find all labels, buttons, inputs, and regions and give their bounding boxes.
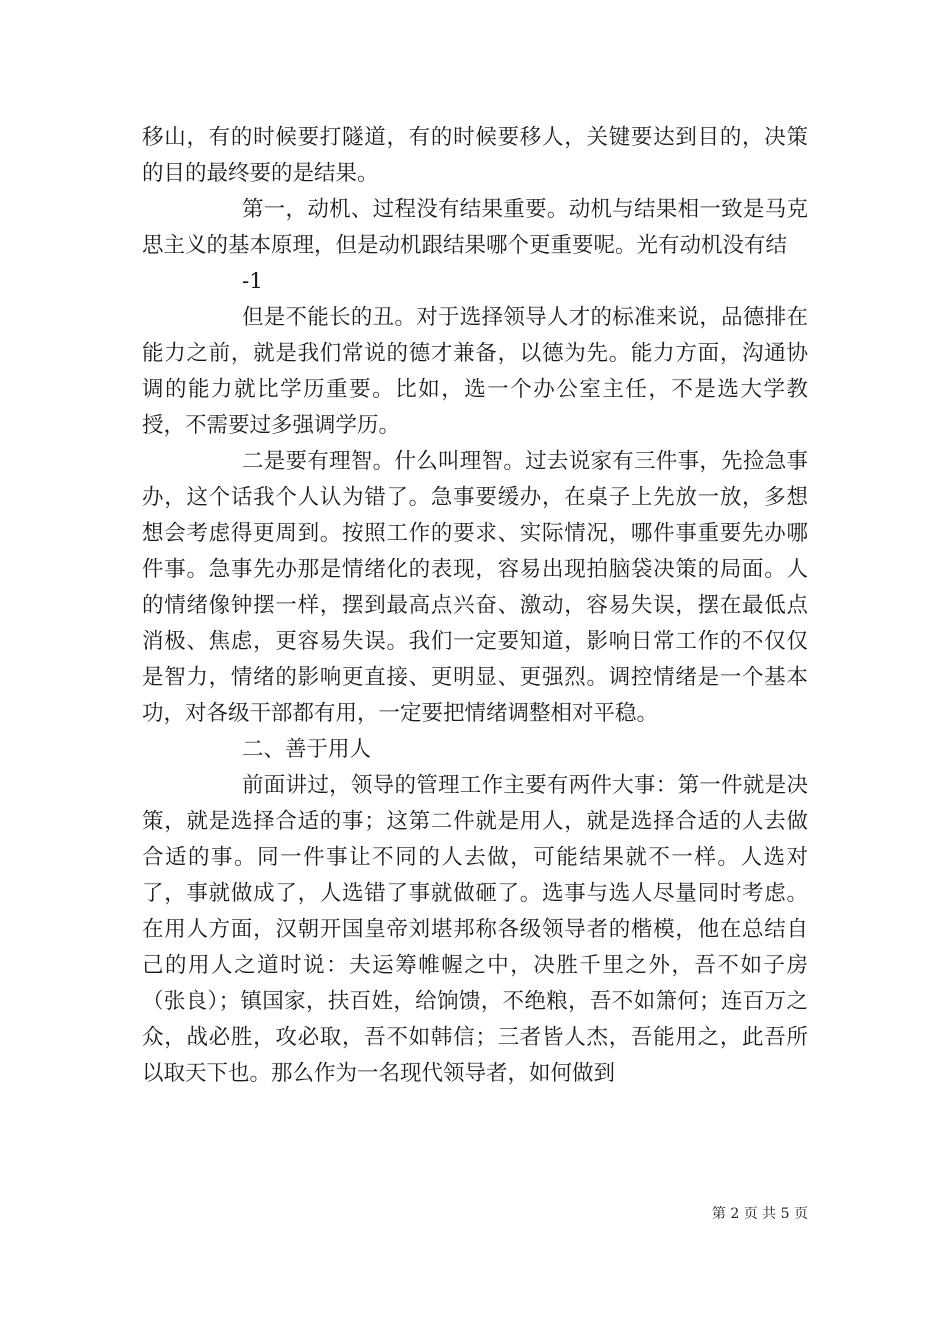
paragraph-rationality: 二是要有理智。什么叫理智。过去说家有三件事，先捡急事办，这个话我个人认为错了。急事要缓办，在桌子上先放一放，多想想会考虑得更周到。按照工作的要求、实际情况，哪件事重要先办哪件事。急事先办那是情绪化的表现，容易出现拍脑袋决策的局面。人的情绪像钟摆一样，摆到最高点兴奋、激动，容易失误，摆在最低点消极、焦虑，更容易失误。我们一定要知道，影响日常工作的不仅仅是智力，情绪的影响更直接、更明显、更强烈。调控情绪是一个基本功，对各级干部都有用，一定要把情绪调整相对平稳。 xyxy=(142,449,808,726)
section-heading-employing-people: 二、善于用人 xyxy=(242,737,372,762)
paragraph-employing-people: 前面讲过，领导的管理工作主要有两件大事：第一件就是决策，就是选择合适的事；这第二件就是用人，就是选择合适的人去做合适的事。同一件事让不同的人去做，可能结果就不一样。人选对了，事就做成了，人选错了事就做砸了。选事与选人尽量同时考虑。在用人方面，汉朝开国皇帝刘堪邦称各级领导者的楷模，他在总结自己的用人之道时说：夫运筹帷幄之中，决胜千里之外，吾不如子房（张良）；镇国家，扶百姓，给饷馈，不绝粮，吾不如箫何；连百万之众，战必胜，攻必取，吾不如韩信；三者皆人杰，吾能用之，此吾所以取天下也。那么作为一名现代领导者，如何做到 xyxy=(142,773,808,1086)
page-marker: -1 xyxy=(242,269,263,294)
paragraph-motive-vs-result: 第一，动机、过程没有结果重要。动机与结果相一致是马克思主义的基本原理，但是动机跟结果哪个更重要呢。光有动机没有结 xyxy=(142,197,808,258)
paragraph-continuation: 移山，有的时候要打隧道，有的时候要移人，关键要达到目的，决策的目的最终要的是结果。 xyxy=(142,125,808,186)
page-number-footer: 第 2 页 共 5 页 xyxy=(711,1206,808,1222)
paragraph-selection-criteria: 但是不能长的丑。对于选择领导人才的标准来说，品德排在能力之前，就是我们常说的德才兼备，以德为先。能力方面，沟通协调的能力就比学历重要。比如，选一个办公室主任，不是选大学教授，不需要过多强调学历。 xyxy=(142,305,808,438)
document-body xyxy=(142,120,808,1092)
